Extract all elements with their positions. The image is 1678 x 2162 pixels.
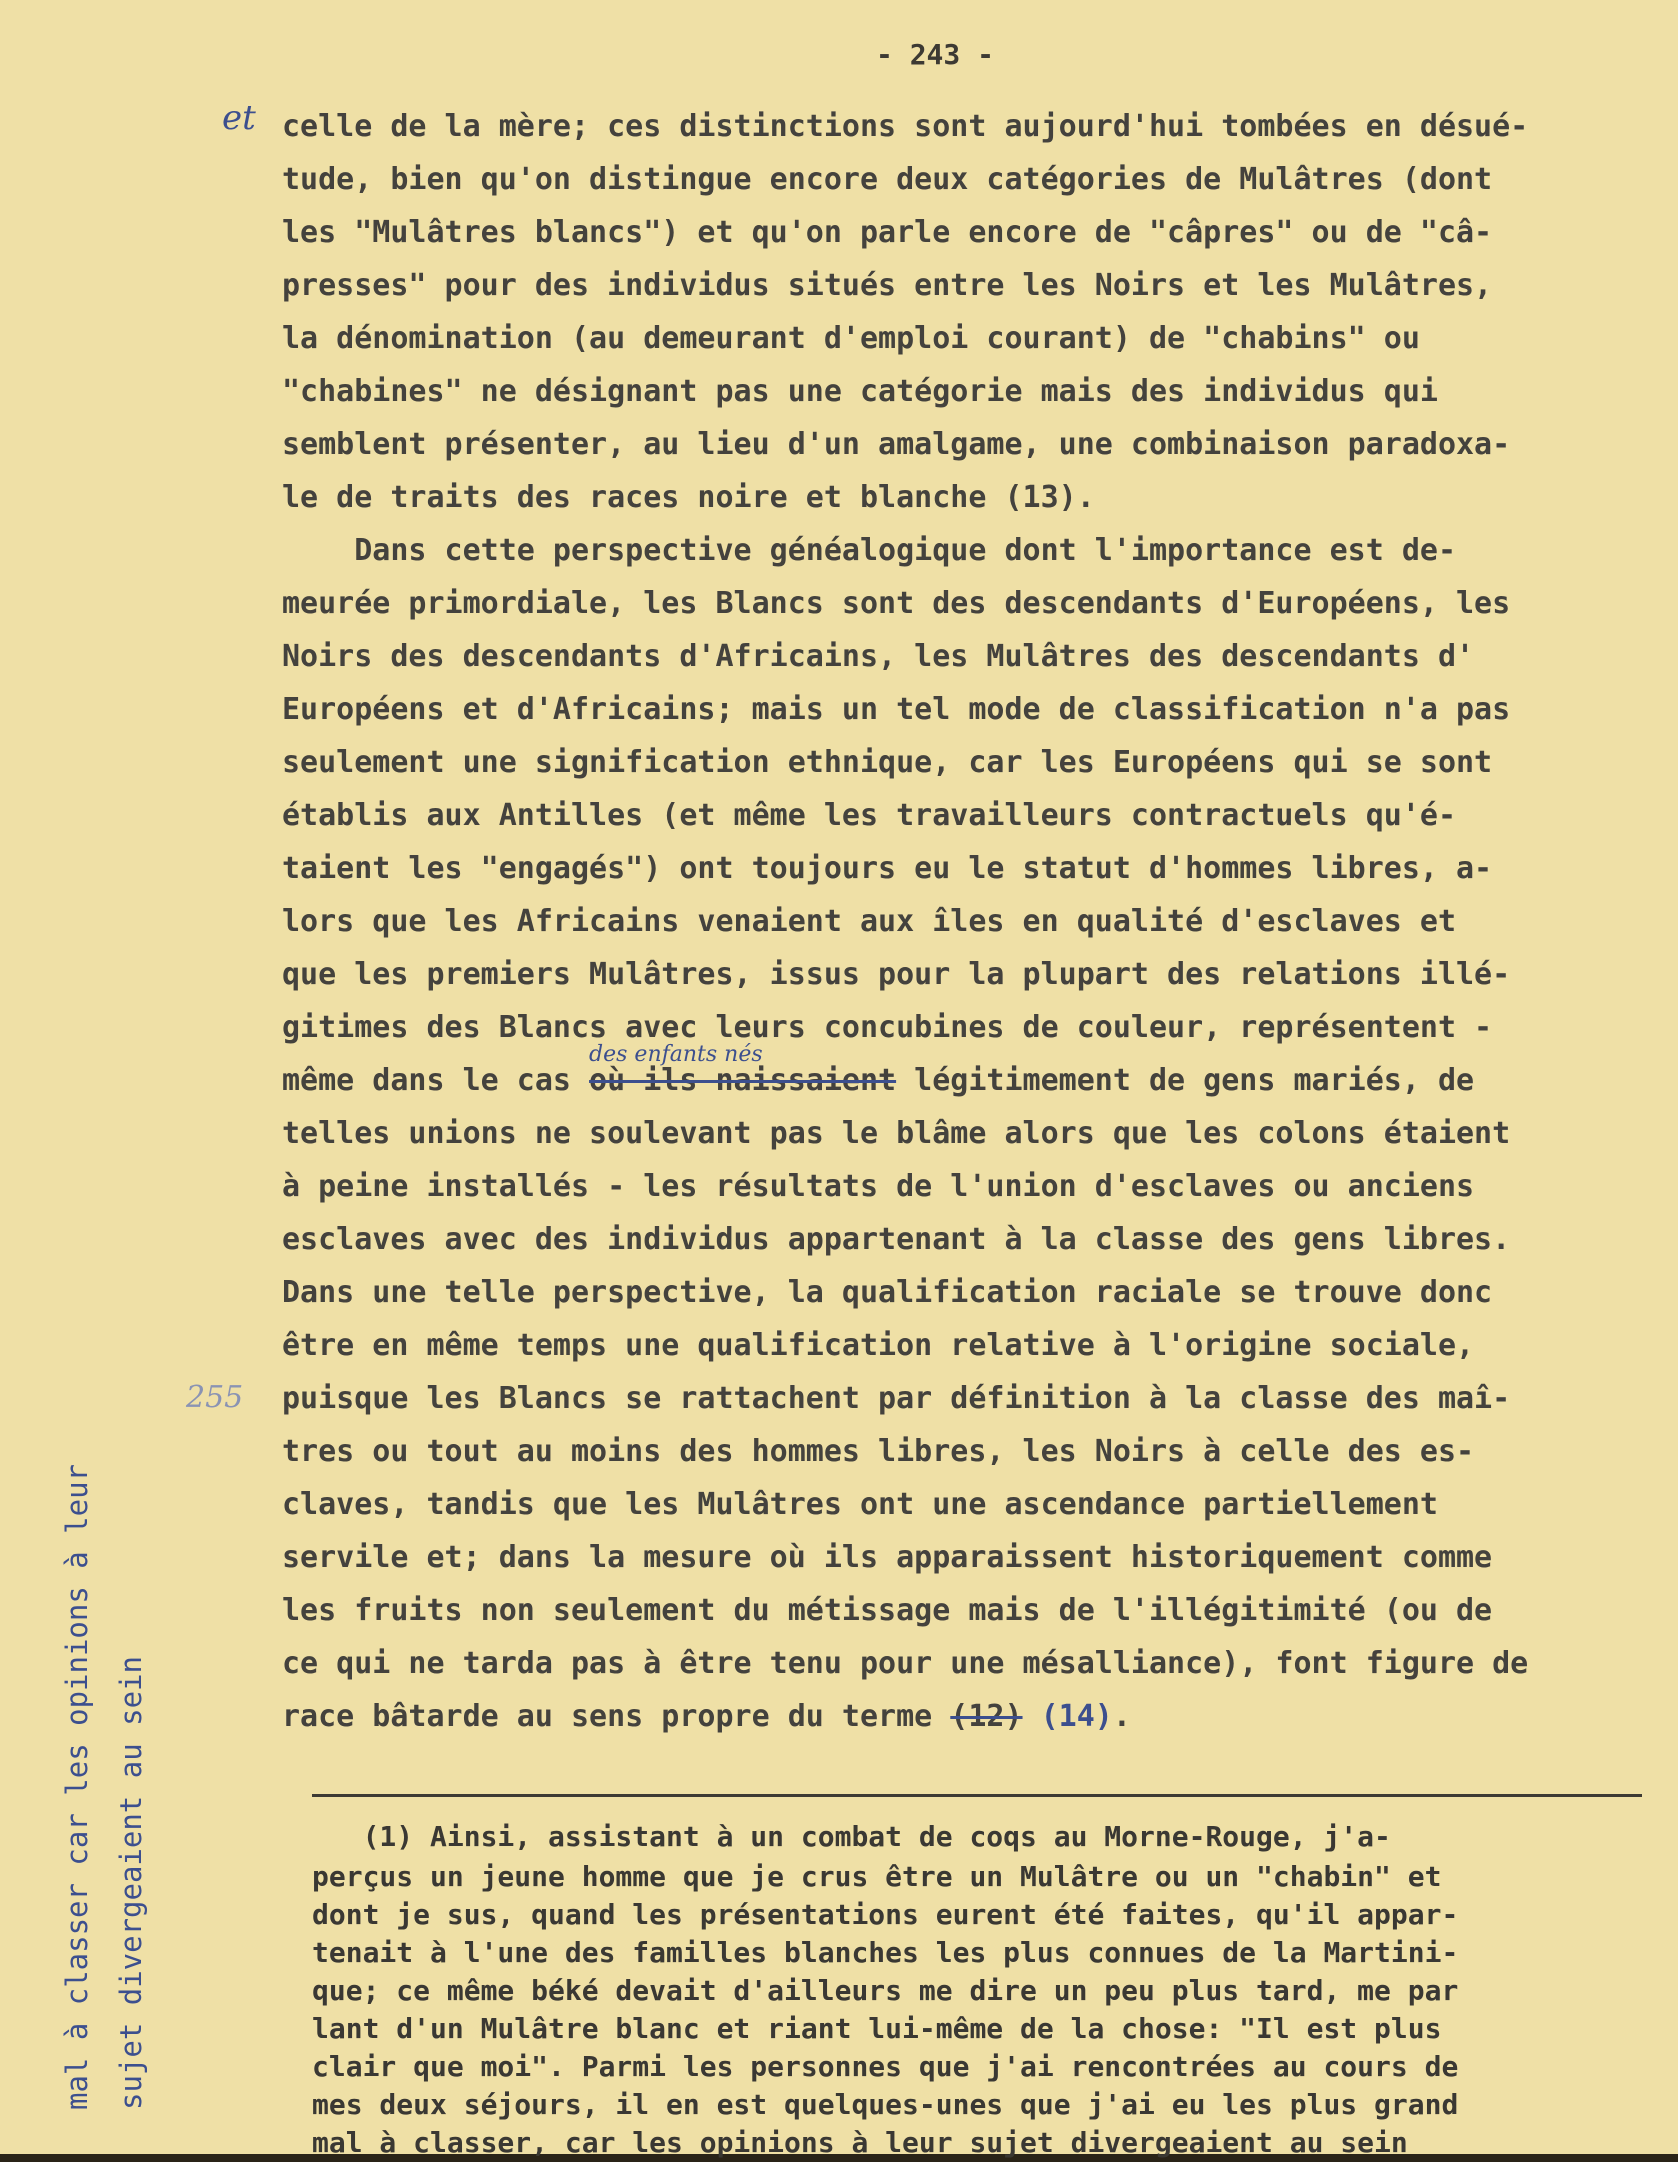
text-line: les fruits non seulement du métissage mais de l'illégitimité (ou de bbox=[282, 1593, 1493, 1628]
text-line: telles unions ne soulevant pas le blâme alors que les colons étaient bbox=[282, 1116, 1511, 1151]
struck-text: où ils naissaient bbox=[589, 1063, 897, 1098]
footnote-line: mes deux séjours, il en est quelques-unes que j'ai eu les plus grand bbox=[312, 2088, 1459, 2121]
line-start: race bâtarde au sens propre du terme bbox=[282, 1699, 951, 1734]
vertical-note-line: sujet divergeaient au sein bbox=[114, 1656, 148, 2110]
text-line: ce qui ne tarda pas à être tenu pour une mésalliance), font figure de bbox=[282, 1646, 1529, 1681]
text-line: la dénomination (au demeurant d'emploi courant) de "chabins" ou bbox=[282, 321, 1420, 356]
text-line: établis aux Antilles (et même les travailleurs contractuels qu'é- bbox=[282, 798, 1456, 833]
footnote-separator bbox=[312, 1794, 1642, 1797]
text-line: que les premiers Mulâtres, issus pour la plupart des relations illé- bbox=[282, 957, 1511, 992]
text-line: servile et; dans la mesure où ils apparaissent historiquement comme bbox=[282, 1540, 1493, 1575]
handwritten-note-number: (14) bbox=[1022, 1699, 1113, 1734]
vertical-note-line: mal à classer car les opinions à leur bbox=[60, 1463, 94, 2110]
text-line: les "Mulâtres blancs") et qu'on parle encore de "câpres" ou de "câ- bbox=[282, 215, 1493, 250]
text-line: taient les "engagés") ont toujours eu le statut d'hommes libres, a- bbox=[282, 851, 1493, 886]
page-number: - 243 - bbox=[875, 38, 994, 71]
text-line-with-correction bbox=[282, 1042, 1642, 1107]
footnote-line: tenait à l'une des familles blanches les plus connues de la Martini- bbox=[312, 1936, 1459, 1969]
text-line: semblent présenter, au lieu d'un amalgame, une combinaison paradoxa- bbox=[282, 427, 1511, 462]
footnote-line: (1) Ainsi, assistant à un combat de coqs au Morne-Rouge, j'a- bbox=[312, 1820, 1391, 1853]
text-line: Dans cette perspective généalogique dont l'importance est de- bbox=[282, 533, 1456, 568]
footnote bbox=[312, 1818, 1652, 2162]
text-line-final bbox=[282, 1690, 1642, 1743]
struck-note-number: (12) bbox=[950, 1699, 1023, 1734]
text-line: Européens et d'Africains; mais un tel mode de classification n'a pas bbox=[282, 692, 1511, 727]
text-line: claves, tandis que les Mulâtres ont une ascendance partiellement bbox=[282, 1487, 1438, 1522]
text-line: tres ou tout au moins des hommes libres, les Noirs à celle des es- bbox=[282, 1434, 1475, 1469]
text-line: tude, bien qu'on distingue encore deux catégories de Mulâtres (dont bbox=[282, 162, 1493, 197]
text-line: Noirs des descendants d'Africains, les Mulâtres des descendants d' bbox=[282, 639, 1475, 674]
line-end: légitimement de gens mariés, de bbox=[896, 1063, 1475, 1098]
margin-annotation-et: et bbox=[222, 98, 256, 138]
text-line: "chabines" ne désignant pas une catégorie mais des individus qui bbox=[282, 374, 1438, 409]
footnote-line: que; ce même béké devait d'ailleurs me dire un peu plus tard, me par bbox=[312, 1974, 1459, 2007]
footnote-line: dont je sus, quand les présentations eurent été faites, qu'il appar- bbox=[312, 1898, 1459, 1931]
footnote-line: mal à classer, car les opinions à leur sujet divergeaient au sein bbox=[312, 2126, 1408, 2159]
text-line: esclaves avec des individus appartenant à la classe des gens libres. bbox=[282, 1222, 1511, 1257]
footnote-line: lant d'un Mulâtre blanc et riant lui-même de la chose: "Il est plus bbox=[312, 2012, 1442, 2045]
footnote-line: clair que moi". Parmi les personnes que j'ai rencontrées au cours de bbox=[312, 2050, 1459, 2083]
text-line: à peine installés - les résultats de l'union d'esclaves ou anciens bbox=[282, 1169, 1475, 1204]
footnote-line: perçus un jeune homme que je crus être un Mulâtre ou un "chabin" et bbox=[312, 1860, 1442, 1893]
text-line: gitimes des Blancs avec leurs concubines de couleur, représentent - bbox=[282, 1010, 1493, 1045]
text-line: être en même temps une qualification relative à l'origine sociale, bbox=[282, 1328, 1475, 1363]
line-end: . bbox=[1112, 1699, 1131, 1734]
text-line: lors que les Africains venaient aux îles en qualité d'esclaves et bbox=[282, 904, 1456, 939]
text-line: seulement une signification ethnique, car les Européens qui se sont bbox=[282, 745, 1493, 780]
text-line: le de traits des races noire et blanche (13). bbox=[282, 480, 1095, 515]
text-line: meurée primordiale, les Blancs sont des descendants d'Européens, les bbox=[282, 586, 1511, 621]
main-text bbox=[282, 100, 1642, 1743]
line-start: même dans le cas bbox=[282, 1063, 590, 1098]
text-line: presses" pour des individus situés entre les Noirs et les Mulâtres, bbox=[282, 268, 1493, 303]
handwritten-correction bbox=[589, 1042, 897, 1107]
vertical-margin-note bbox=[50, 1350, 158, 2110]
text-line: puisque les Blancs se rattachent par définition à la classe des maî- bbox=[282, 1381, 1511, 1416]
text-line: celle de la mère; ces distinctions sont aujourd'hui tombées en désué- bbox=[282, 109, 1529, 144]
text-line: Dans une telle perspective, la qualification raciale se trouve donc bbox=[282, 1275, 1493, 1310]
correction-insert: des enfants nés bbox=[589, 1042, 763, 1067]
margin-annotation-number: 255 bbox=[186, 1380, 244, 1415]
